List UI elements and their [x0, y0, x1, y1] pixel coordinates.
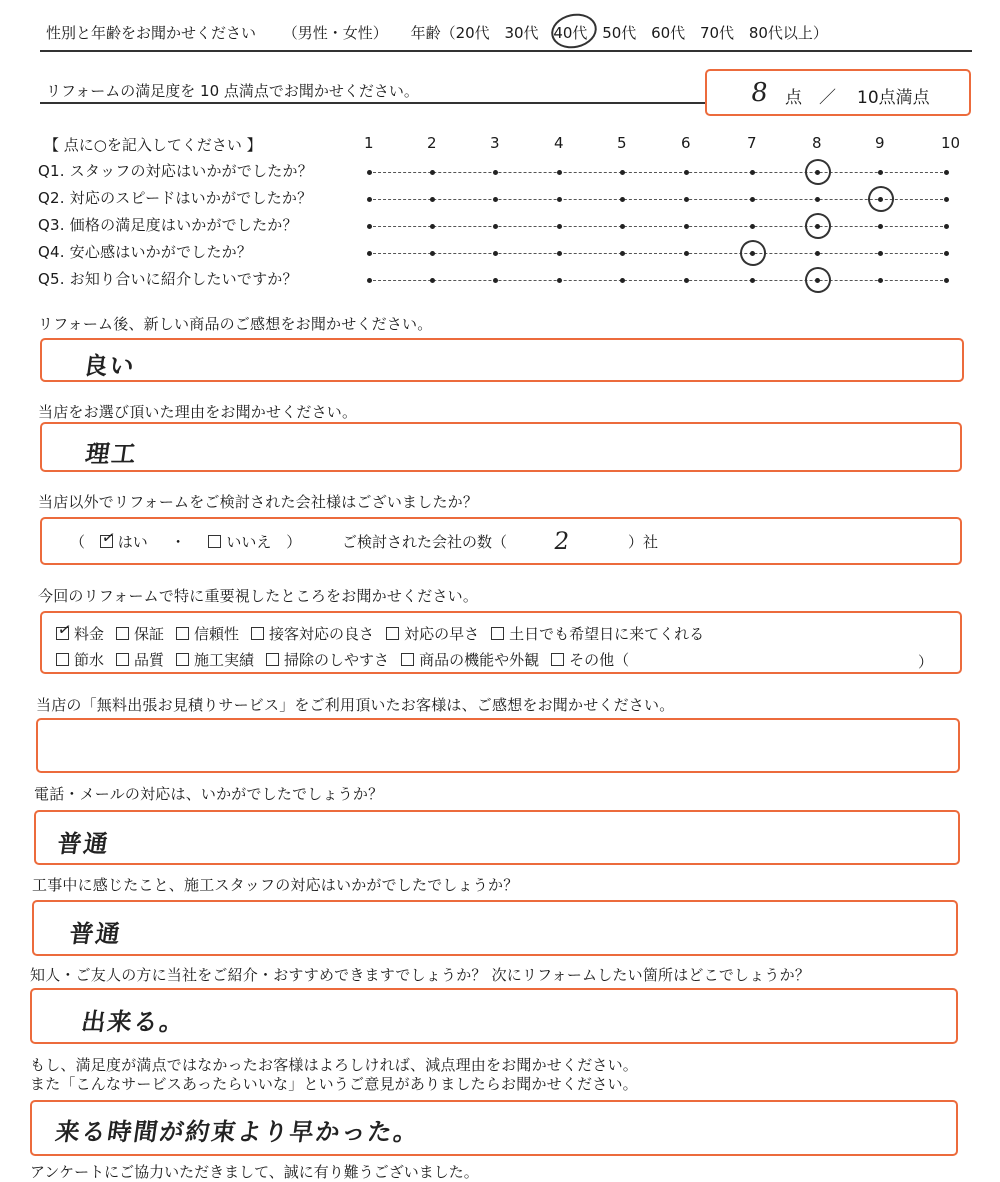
- priority-option-label: 対応の早さ: [404, 625, 480, 643]
- rating-point[interactable]: [944, 224, 949, 229]
- construction-answer: 普通: [67, 919, 124, 948]
- rating-point[interactable]: [620, 170, 625, 175]
- scale-number: 2: [427, 134, 437, 152]
- priority-option[interactable]: [176, 651, 254, 669]
- rating-selected-circle: [801, 263, 834, 296]
- divider: [40, 50, 972, 52]
- company-count-label: ご検討された会社の数（: [341, 533, 507, 551]
- option-yes[interactable]: [100, 526, 148, 551]
- scale-number: 8: [812, 134, 822, 152]
- satisfaction-score: 8: [748, 78, 772, 108]
- age-circle-mark: [548, 10, 600, 53]
- priorities-box: [40, 611, 962, 674]
- priority-option-label: 節水: [74, 651, 105, 669]
- priority-option[interactable]: [491, 625, 704, 643]
- rating-scale-line: [368, 172, 948, 175]
- rating-point[interactable]: [750, 278, 755, 283]
- priority-option-label: その他（: [569, 651, 630, 669]
- checkbox[interactable]: [208, 535, 221, 548]
- priority-option-label: 商品の機能や外観: [419, 651, 540, 669]
- divider: [40, 102, 705, 104]
- referral-label: 知人・ご友人の方に当社をご紹介・おすすめできますでしょうか？ 次にリフォームしたい箇所はどこでしょうか？: [30, 966, 811, 984]
- rating-instruction: 【 点に○を記入してください 】: [44, 136, 262, 154]
- rating-point[interactable]: [557, 251, 562, 256]
- construction-answer-box[interactable]: [32, 900, 958, 956]
- rating-point[interactable]: [684, 251, 689, 256]
- rating-point[interactable]: [493, 278, 498, 283]
- paren-open: （: [70, 533, 86, 551]
- rating-point[interactable]: [878, 224, 883, 229]
- comments-answer: 来る時間が約束より早かった。: [53, 1117, 422, 1146]
- rating-point[interactable]: [557, 197, 562, 202]
- priority-option-label: 料金: [74, 625, 105, 643]
- priority-option[interactable]: [116, 651, 164, 669]
- rating-point[interactable]: [430, 197, 435, 202]
- age-option: 50代: [602, 24, 637, 42]
- priority-option[interactable]: [266, 651, 389, 669]
- rating-scale-line: [368, 199, 948, 202]
- rating-point[interactable]: [944, 170, 949, 175]
- rating-question-label: Q2. 対応のスピードはいかがでしたか？: [38, 189, 313, 207]
- rating-point[interactable]: [878, 251, 883, 256]
- priority-option-label: 掃除のしやすさ: [284, 651, 390, 669]
- other-companies-label: 当店以外でリフォームをご検討された会社様はございましたか？: [38, 493, 479, 511]
- satisfaction-label: リフォームの満足度を 10 点満点でお聞かせください。: [46, 82, 419, 100]
- rating-point[interactable]: [430, 224, 435, 229]
- check-mark-icon: ✓: [56, 618, 73, 641]
- checkbox[interactable]: [401, 653, 414, 666]
- impression-answer-box[interactable]: [40, 338, 964, 382]
- check-mark-icon: ✓: [100, 526, 117, 549]
- other-companies-row: [70, 526, 507, 552]
- rating-point[interactable]: [557, 224, 562, 229]
- rating-point[interactable]: [493, 170, 498, 175]
- rating-point[interactable]: [493, 251, 498, 256]
- impression-answer: 良い: [81, 351, 138, 380]
- construction-label: 工事中に感じたこと、施工スタッフの対応はいかがでしたでしょうか？: [32, 876, 519, 894]
- priority-option[interactable]: [551, 651, 629, 669]
- other-companies-box: [40, 517, 962, 565]
- rating-point[interactable]: [620, 251, 625, 256]
- satisfaction-slash: ／: [819, 88, 836, 108]
- rating-point[interactable]: [430, 251, 435, 256]
- rating-point[interactable]: [750, 224, 755, 229]
- rating-point[interactable]: [750, 170, 755, 175]
- comments-answer-box[interactable]: [30, 1100, 958, 1156]
- priority-option-label: 接客対応の良さ: [269, 625, 375, 643]
- age-option: 30代: [504, 24, 539, 42]
- rating-scale-line: [368, 226, 948, 229]
- scale-number: 6: [681, 134, 691, 152]
- checkbox[interactable]: [176, 627, 189, 640]
- scale-number: 5: [617, 134, 627, 152]
- scale-number: 1: [364, 134, 374, 152]
- priority-option-label: 施工実績: [194, 651, 255, 669]
- gender-options: （男性・女性）: [282, 24, 388, 42]
- phone-mail-label: 電話・メールの対応は、いかがでしたでしょうか？: [34, 785, 384, 803]
- rating-point[interactable]: [367, 197, 372, 202]
- checkbox[interactable]: [116, 627, 129, 640]
- reason-label: 当店をお選び頂いた理由をお聞かせください。: [38, 403, 358, 421]
- priority-option[interactable]: [56, 651, 104, 669]
- rating-point[interactable]: [944, 251, 949, 256]
- priority-option-label: 保証: [134, 625, 165, 643]
- comments-label-2: また「こんなサービスあったらいいな」というご意見がありましたらお聞かせください。: [30, 1075, 638, 1093]
- rating-point[interactable]: [944, 278, 949, 283]
- option-yes-label: はい: [117, 533, 148, 551]
- rating-point[interactable]: [684, 170, 689, 175]
- checkbox[interactable]: [491, 627, 504, 640]
- rating-point[interactable]: [430, 278, 435, 283]
- age-option-selected: 40代: [553, 24, 588, 42]
- option-no-label: いいえ: [226, 533, 272, 551]
- priority-option-label: 品質: [134, 651, 165, 669]
- satisfaction-score-box: [705, 69, 971, 116]
- rating-point[interactable]: [367, 278, 372, 283]
- checkbox[interactable]: [266, 653, 279, 666]
- checkbox-checked[interactable]: [56, 618, 73, 641]
- rating-point[interactable]: [493, 224, 498, 229]
- priority-option[interactable]: [251, 625, 374, 643]
- priority-option[interactable]: [116, 625, 164, 643]
- scale-number: 3: [490, 134, 500, 152]
- rating-point[interactable]: [684, 197, 689, 202]
- checkbox[interactable]: [251, 627, 264, 640]
- option-no[interactable]: [208, 533, 271, 551]
- satisfaction-unit: 点: [785, 88, 802, 108]
- rating-selected-circle: [864, 182, 897, 215]
- priority-option-label: 信頼性: [194, 625, 240, 643]
- paren-close: ）: [286, 533, 302, 551]
- rating-question-label: Q4. 安心感はいかがでしたか？: [38, 243, 253, 261]
- phone-mail-answer-box[interactable]: [34, 810, 960, 865]
- age-option: 70代: [699, 24, 735, 42]
- reason-answer-box[interactable]: [40, 422, 962, 472]
- age-option: 60代: [651, 24, 686, 42]
- rating-point[interactable]: [367, 251, 372, 256]
- company-count: 2: [552, 527, 574, 555]
- rating-point[interactable]: [493, 197, 498, 202]
- referral-answer: 出来る。: [79, 1007, 188, 1036]
- rating-point[interactable]: [815, 251, 820, 256]
- checkbox[interactable]: [116, 653, 129, 666]
- phone-mail-answer: 普通: [55, 829, 112, 858]
- reason-answer: 理工: [83, 439, 140, 468]
- checkbox[interactable]: [176, 653, 189, 666]
- priority-option[interactable]: [386, 625, 479, 643]
- rating-point[interactable]: [620, 197, 625, 202]
- estimate-answer-box[interactable]: [36, 718, 960, 773]
- age-label: 年齢（20代: [410, 24, 490, 42]
- rating-question-label: Q3. 価格の満足度はいかがでしたか？: [38, 216, 298, 234]
- priority-option-label: 土日でも希望日に来てくれる: [509, 625, 705, 643]
- rating-selected-circle: [801, 209, 834, 242]
- priorities-row-1: [56, 618, 705, 644]
- age-option: 80代以上）: [748, 24, 828, 42]
- company-count-suffix: ）社: [628, 533, 659, 551]
- scale-number: 9: [875, 134, 885, 152]
- satisfaction-max: 10点満点: [857, 88, 930, 108]
- scale-number: 10: [941, 134, 961, 152]
- priorities-row-2: [56, 649, 629, 670]
- checkbox-checked[interactable]: [100, 526, 117, 549]
- rating-point[interactable]: [620, 278, 625, 283]
- rating-question-label: Q1. スタッフの対応はいかがでしたか？: [38, 162, 313, 180]
- age-question: [46, 22, 828, 43]
- referral-answer-box[interactable]: [30, 988, 958, 1044]
- rating-point[interactable]: [684, 224, 689, 229]
- rating-point[interactable]: [557, 278, 562, 283]
- rating-point[interactable]: [684, 278, 689, 283]
- rating-selected-circle: [736, 236, 769, 269]
- priorities-label: 今回のリフォームで特に重要視したところをお聞かせください。: [38, 587, 479, 605]
- rating-point[interactable]: [620, 224, 625, 229]
- rating-scale-line: [368, 280, 948, 283]
- rating-point[interactable]: [367, 224, 372, 229]
- rating-point[interactable]: [750, 197, 755, 202]
- priority-option[interactable]: [401, 651, 539, 669]
- priority-option[interactable]: [176, 625, 239, 643]
- rating-point[interactable]: [878, 278, 883, 283]
- separator: ・: [170, 533, 186, 551]
- rating-point[interactable]: [878, 170, 883, 175]
- checkbox[interactable]: [56, 653, 69, 666]
- scale-number: 7: [747, 134, 757, 152]
- comments-label-1: もし、満足度が満点ではなかったお客様はよろしければ、減点理由をお聞かせください。: [30, 1056, 639, 1074]
- rating-point[interactable]: [815, 197, 820, 202]
- checkbox[interactable]: [551, 653, 564, 666]
- rating-point[interactable]: [367, 170, 372, 175]
- scale-number: 4: [554, 134, 564, 152]
- rating-question-label: Q5. お知り合いに紹介したいですか？: [38, 270, 298, 288]
- rating-point[interactable]: [944, 197, 949, 202]
- rating-scale-line: [368, 253, 948, 256]
- rating-point[interactable]: [557, 170, 562, 175]
- rating-point[interactable]: [430, 170, 435, 175]
- age-question-label: 性別と年齢をお聞かせください: [46, 24, 257, 42]
- checkbox[interactable]: [386, 627, 399, 640]
- rating-selected-circle: [801, 155, 834, 188]
- impression-label: リフォーム後、新しい商品のご感想をお聞かせください。: [38, 315, 433, 333]
- priorities-other-close: ）: [918, 653, 934, 671]
- footer-text: アンケートにご協力いただきまして、誠に有り難うございました。: [30, 1163, 479, 1181]
- priority-option[interactable]: [56, 618, 105, 643]
- estimate-label: 当店の「無料出張お見積りサービス」をご利用頂いたお客様は、ご感想をお聞かせください。: [36, 696, 675, 714]
